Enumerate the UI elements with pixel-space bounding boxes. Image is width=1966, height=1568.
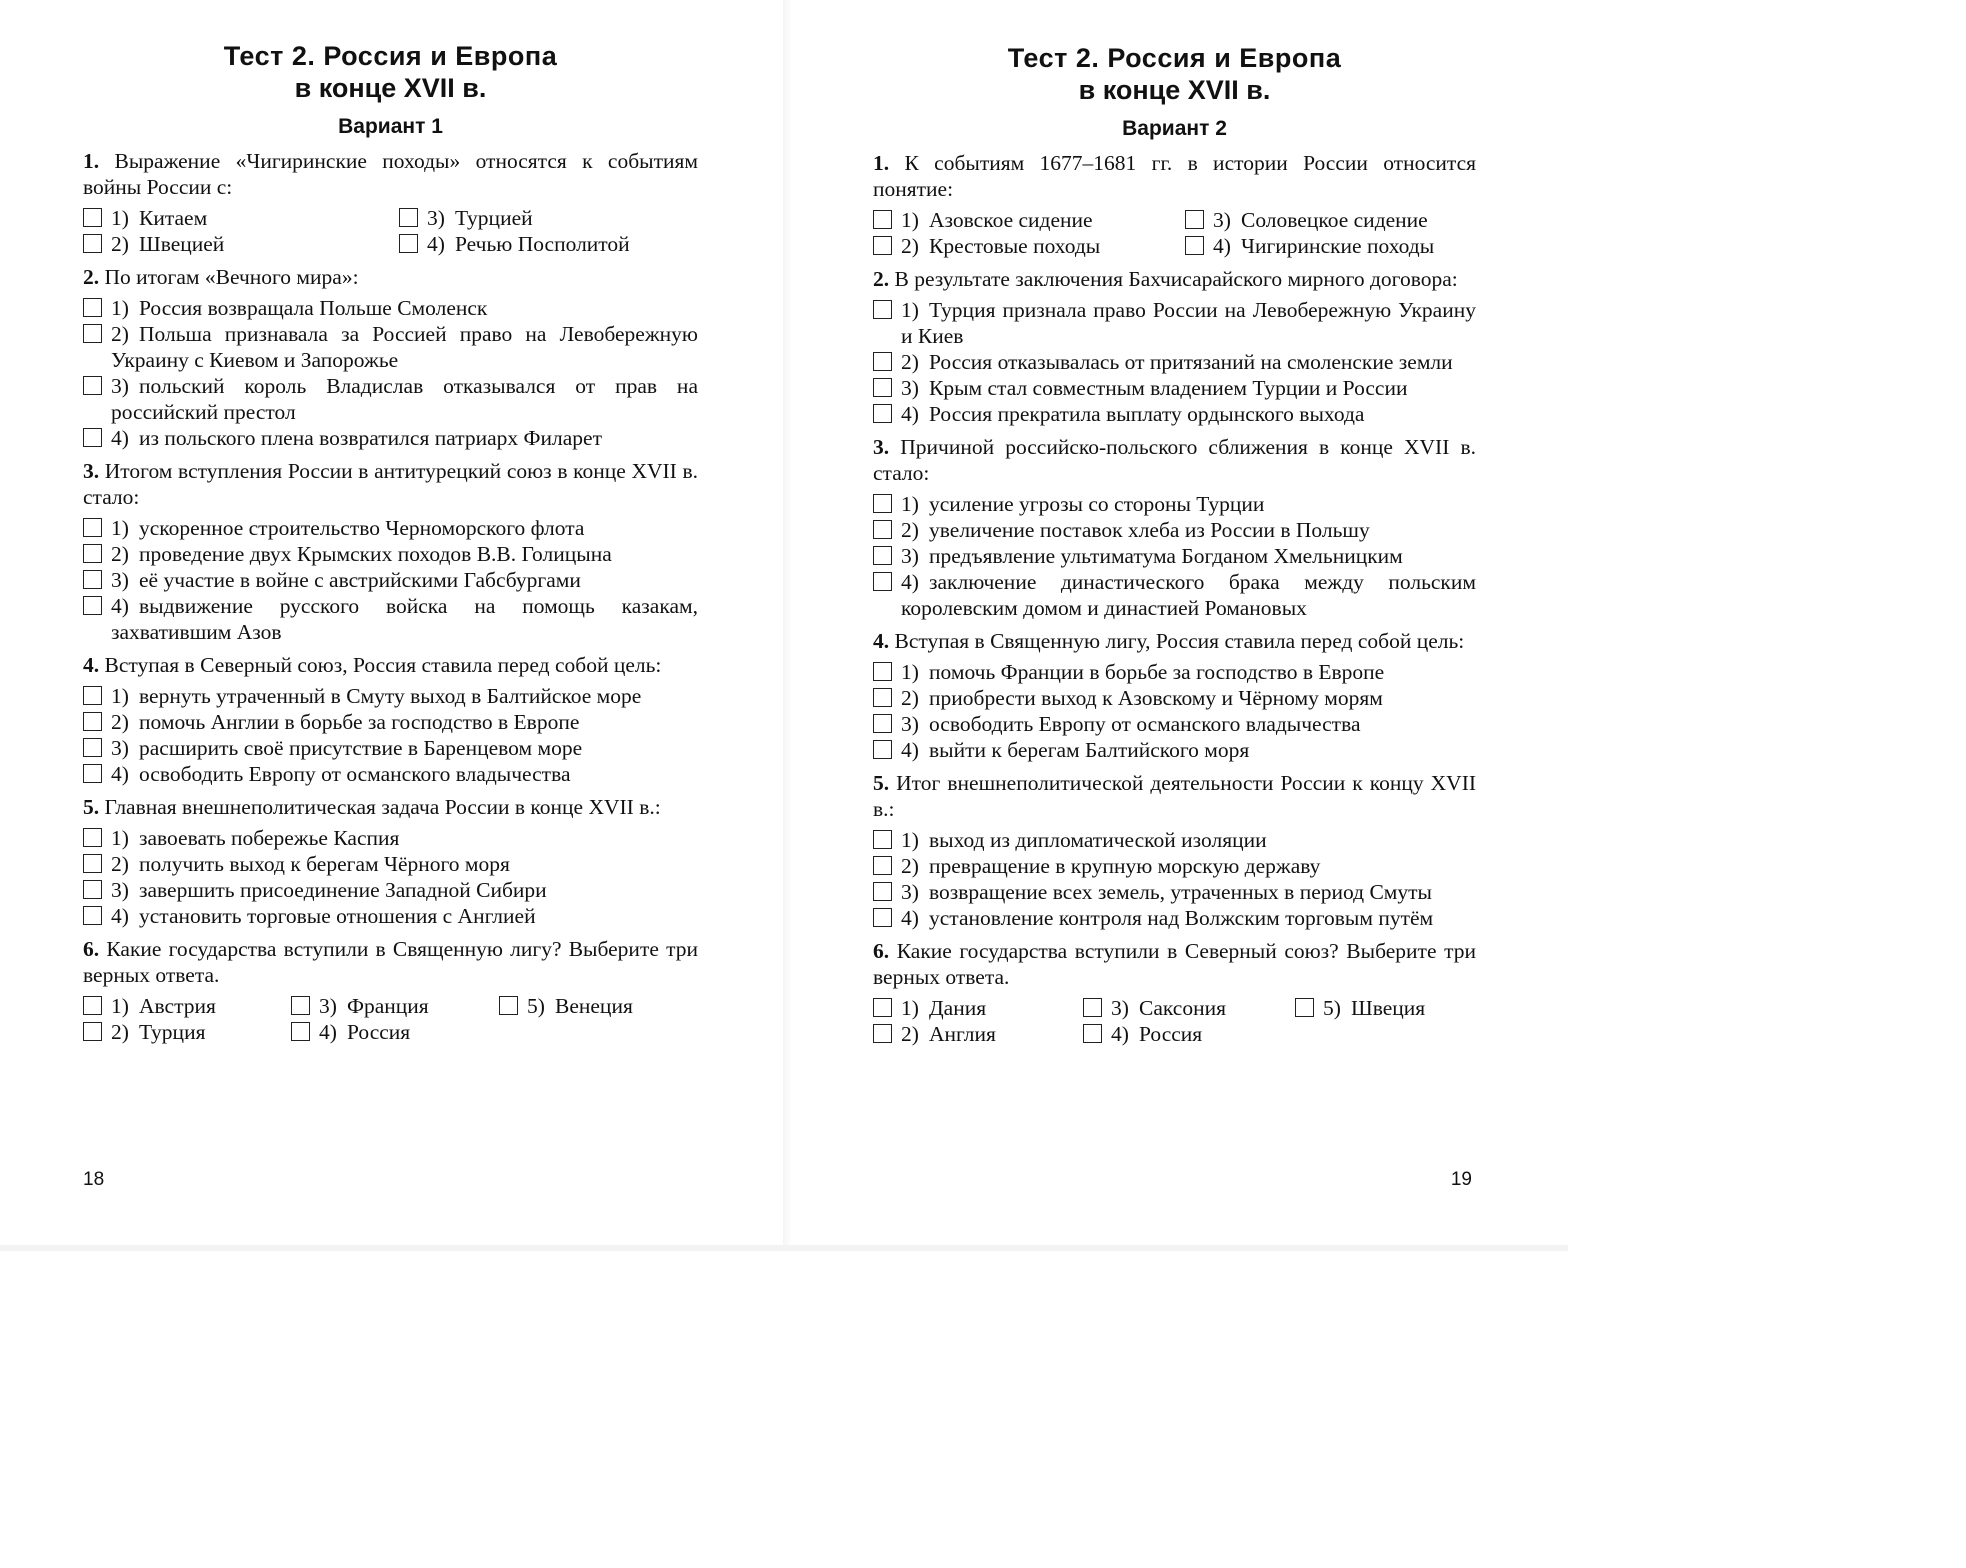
option-5[interactable] bbox=[1295, 995, 1476, 1021]
option-label: Россия bbox=[1139, 1022, 1203, 1046]
option-label: помочь Франции в борьбе за господство в Европе bbox=[929, 660, 1385, 684]
question-body: Итогом вступления России в антитурецкий союз в конце XVII в. стало: bbox=[83, 459, 698, 509]
option-number: 3) bbox=[901, 712, 919, 736]
option-2[interactable] bbox=[83, 231, 399, 257]
answer-checkbox[interactable] bbox=[83, 764, 102, 783]
option-label: Россия отказывалась от притязаний на смоленские земли bbox=[929, 350, 1453, 374]
question-text bbox=[83, 148, 698, 200]
option-2[interactable] bbox=[83, 851, 698, 877]
option-number: 4) bbox=[901, 906, 919, 930]
option-number: 2) bbox=[111, 1020, 129, 1044]
question-text bbox=[83, 936, 698, 988]
answer-checkbox[interactable] bbox=[873, 494, 892, 513]
option-number: 2) bbox=[901, 234, 919, 258]
answer-checkbox[interactable] bbox=[873, 998, 892, 1017]
option-4[interactable] bbox=[1185, 233, 1476, 259]
question-body: Какие государства вступили в Священную лигу? Выберите три верных ответа. bbox=[83, 937, 699, 987]
answer-checkbox[interactable] bbox=[83, 854, 102, 873]
answer-checkbox[interactable] bbox=[83, 880, 102, 899]
option-number: 2) bbox=[111, 322, 129, 346]
option-number: 3) bbox=[111, 568, 129, 592]
option-label: Россия возвращала Польше Смоленск bbox=[139, 296, 488, 320]
option-1[interactable] bbox=[873, 207, 1185, 233]
options-grid bbox=[873, 207, 1476, 259]
options-list bbox=[873, 297, 1476, 427]
answer-checkbox[interactable] bbox=[873, 1024, 892, 1043]
answer-checkbox[interactable] bbox=[873, 236, 892, 255]
option-label: Чигиринские походы bbox=[1241, 234, 1435, 258]
option-label: освободить Европу от османского владычества bbox=[139, 762, 571, 786]
question-body: Причиной российско-польского сближения в конце XVII в. стало: bbox=[873, 435, 1477, 485]
options-list bbox=[83, 295, 698, 451]
option-number: 3) bbox=[111, 374, 129, 398]
answer-checkbox[interactable] bbox=[83, 234, 102, 253]
answer-checkbox[interactable] bbox=[873, 210, 892, 229]
option-label: Речью Посполитой bbox=[455, 232, 630, 256]
answer-checkbox[interactable] bbox=[291, 996, 310, 1015]
question-text bbox=[83, 652, 698, 678]
option-number: 4) bbox=[1111, 1022, 1129, 1046]
answer-checkbox[interactable] bbox=[83, 906, 102, 925]
option-label: установить торговые отношения с Англией bbox=[139, 904, 536, 928]
answer-checkbox[interactable] bbox=[873, 856, 892, 875]
option-1[interactable] bbox=[83, 825, 698, 851]
question-text bbox=[873, 434, 1476, 486]
question-1 bbox=[83, 148, 698, 257]
option-number: 4) bbox=[111, 594, 129, 618]
question-body: Какие государства вступили в Северный союз? Выберите три верных ответа. bbox=[873, 939, 1476, 989]
option-label: предъявление ультиматума Богданом Хмельницким bbox=[929, 544, 1403, 568]
answer-checkbox[interactable] bbox=[873, 520, 892, 539]
option-1[interactable] bbox=[873, 491, 1476, 517]
option-label: Соловецкое сидение bbox=[1241, 208, 1428, 232]
option-1[interactable] bbox=[83, 205, 399, 231]
question-text bbox=[873, 266, 1476, 292]
option-1[interactable] bbox=[873, 827, 1476, 853]
answer-checkbox[interactable] bbox=[873, 300, 892, 319]
option-label: из польского плена возвратился патриарх Филарет bbox=[139, 426, 602, 450]
answer-checkbox[interactable] bbox=[873, 378, 892, 397]
option-label: Дания bbox=[929, 996, 987, 1020]
question-text bbox=[83, 458, 698, 510]
option-number: 2) bbox=[111, 232, 129, 256]
option-number: 3) bbox=[319, 994, 337, 1018]
option-3[interactable] bbox=[873, 543, 1476, 569]
answer-checkbox[interactable] bbox=[83, 996, 102, 1015]
option-2[interactable] bbox=[873, 853, 1476, 879]
option-number: 4) bbox=[901, 738, 919, 762]
question-6 bbox=[83, 936, 698, 1045]
option-4[interactable] bbox=[1083, 1021, 1295, 1047]
question-5 bbox=[873, 770, 1476, 931]
option-number: 2) bbox=[901, 518, 919, 542]
option-4[interactable] bbox=[83, 761, 698, 787]
option-label: выдвижение русского войска на помощь казакам, захватившим Азов bbox=[111, 594, 698, 644]
answer-checkbox[interactable] bbox=[83, 208, 102, 227]
answer-checkbox[interactable] bbox=[873, 572, 892, 591]
option-1[interactable] bbox=[873, 659, 1476, 685]
option-label: выход из дипломатической изоляции bbox=[929, 828, 1267, 852]
option-number: 5) bbox=[527, 994, 545, 1018]
option-number: 1) bbox=[901, 298, 919, 322]
option-number: 1) bbox=[111, 826, 129, 850]
option-3[interactable] bbox=[83, 735, 698, 761]
option-label: завоевать побережье Каспия bbox=[139, 826, 400, 850]
option-label: Турция bbox=[139, 1020, 206, 1044]
option-number: 3) bbox=[1111, 996, 1129, 1020]
option-label: Крестовые походы bbox=[929, 234, 1101, 258]
answer-checkbox[interactable] bbox=[1185, 210, 1204, 229]
option-number: 4) bbox=[901, 570, 919, 594]
option-label: проведение двух Крымских походов В.В. Голицына bbox=[139, 542, 612, 566]
question-number: 4. bbox=[83, 653, 100, 677]
question-3 bbox=[873, 434, 1476, 621]
option-3[interactable] bbox=[83, 373, 698, 425]
option-1[interactable] bbox=[83, 295, 698, 321]
options-list bbox=[83, 515, 698, 645]
test-title-line1: Тест 2. Россия и Европа bbox=[223, 41, 558, 71]
option-2[interactable] bbox=[873, 517, 1476, 543]
answer-checkbox[interactable] bbox=[83, 428, 102, 447]
question-body: К событиям 1677–1681 гг. в истории России относится понятие: bbox=[873, 151, 1477, 201]
option-label: приобрести выход к Азовскому и Чёрному морям bbox=[929, 686, 1383, 710]
test-title bbox=[83, 40, 698, 104]
option-2[interactable] bbox=[873, 685, 1476, 711]
option-number: 4) bbox=[1213, 234, 1231, 258]
question-number: 2. bbox=[873, 267, 890, 291]
option-2[interactable] bbox=[83, 1019, 291, 1045]
option-label: Саксония bbox=[1139, 996, 1226, 1020]
question-1 bbox=[873, 150, 1476, 259]
question-body: По итогам «Вечного мира»: bbox=[104, 265, 359, 289]
option-3[interactable] bbox=[873, 375, 1476, 401]
option-number: 1) bbox=[901, 660, 919, 684]
option-label: Франция bbox=[347, 994, 429, 1018]
test-title-line2: в конце XVII в. bbox=[294, 73, 487, 103]
right-page bbox=[784, 0, 1568, 1251]
question-number: 1. bbox=[83, 149, 100, 173]
answer-checkbox[interactable] bbox=[83, 518, 102, 537]
variant-heading: Вариант 2 bbox=[1122, 117, 1227, 140]
test-title bbox=[873, 42, 1476, 106]
answer-checkbox[interactable] bbox=[83, 738, 102, 757]
option-number: 4) bbox=[111, 762, 129, 786]
option-number: 3) bbox=[901, 544, 919, 568]
question-number: 5. bbox=[83, 795, 100, 819]
option-number: 3) bbox=[111, 736, 129, 760]
option-number: 3) bbox=[901, 880, 919, 904]
question-number: 5. bbox=[873, 771, 890, 795]
option-label: превращение в крупную морскую державу bbox=[929, 854, 1321, 878]
question-number: 6. bbox=[873, 939, 890, 963]
question-body: Главная внешнеполитическая задача России в конце XVII в.: bbox=[104, 795, 661, 819]
option-label: выйти к берегам Балтийского моря bbox=[929, 738, 1250, 762]
option-number: 5) bbox=[1323, 996, 1341, 1020]
option-label: возвращение всех земель, утраченных в период Смуты bbox=[929, 880, 1432, 904]
option-2[interactable] bbox=[873, 349, 1476, 375]
answer-checkbox[interactable] bbox=[83, 596, 102, 615]
answer-checkbox[interactable] bbox=[1083, 1024, 1102, 1043]
answer-checkbox[interactable] bbox=[83, 324, 102, 343]
option-3[interactable] bbox=[83, 877, 698, 903]
question-number: 1. bbox=[873, 151, 890, 175]
option-number: 1) bbox=[901, 996, 919, 1020]
answer-checkbox[interactable] bbox=[399, 208, 418, 227]
option-4[interactable] bbox=[873, 737, 1476, 763]
option-number: 1) bbox=[901, 208, 919, 232]
option-2[interactable] bbox=[83, 541, 698, 567]
option-4[interactable] bbox=[83, 903, 698, 929]
option-label: польский король Владислав отказывался от прав на российский престол bbox=[111, 374, 698, 424]
question-text bbox=[873, 938, 1476, 990]
test-title-line1: Тест 2. Россия и Европа bbox=[1007, 43, 1342, 73]
question-number: 2. bbox=[83, 265, 100, 289]
option-1[interactable] bbox=[873, 297, 1476, 349]
answer-checkbox[interactable] bbox=[83, 1022, 102, 1041]
option-label: Венеция bbox=[555, 994, 633, 1018]
option-number: 1) bbox=[901, 492, 919, 516]
option-label: её участие в войне с австрийскими Габсбургами bbox=[139, 568, 581, 592]
question-text bbox=[83, 264, 698, 290]
options-list bbox=[873, 827, 1476, 931]
question-6 bbox=[873, 938, 1476, 1047]
option-label: увеличение поставок хлеба из России в Польшу bbox=[929, 518, 1370, 542]
option-number: 3) bbox=[1213, 208, 1231, 232]
answer-checkbox[interactable] bbox=[83, 828, 102, 847]
question-body: В результате заключения Бахчисарайского мирного договора: bbox=[894, 267, 1458, 291]
option-number: 4) bbox=[111, 904, 129, 928]
answer-checkbox[interactable] bbox=[873, 546, 892, 565]
option-label: Турцией bbox=[455, 206, 533, 230]
options-list bbox=[873, 491, 1476, 621]
option-number: 1) bbox=[111, 296, 129, 320]
answer-checkbox[interactable] bbox=[873, 908, 892, 927]
question-3 bbox=[83, 458, 698, 645]
option-4[interactable] bbox=[873, 905, 1476, 931]
answer-checkbox[interactable] bbox=[83, 712, 102, 731]
question-4 bbox=[873, 628, 1476, 763]
question-body: Итог внешнеполитической деятельности России к концу XVII в.: bbox=[873, 771, 1477, 821]
answer-checkbox[interactable] bbox=[83, 686, 102, 705]
option-number: 1) bbox=[111, 994, 129, 1018]
answer-checkbox[interactable] bbox=[873, 404, 892, 423]
option-number: 1) bbox=[901, 828, 919, 852]
option-3[interactable] bbox=[291, 993, 499, 1019]
option-number: 3) bbox=[901, 376, 919, 400]
page-number: 18 bbox=[83, 1169, 105, 1190]
option-4[interactable] bbox=[291, 1019, 499, 1045]
option-label: Польша признавала за Россией право на Левобережную Украину с Киевом и Запорожье bbox=[111, 322, 698, 372]
option-3[interactable] bbox=[873, 879, 1476, 905]
question-2 bbox=[873, 266, 1476, 427]
left-page bbox=[0, 0, 784, 1251]
answer-checkbox[interactable] bbox=[873, 662, 892, 681]
answer-checkbox[interactable] bbox=[873, 740, 892, 759]
option-4[interactable] bbox=[873, 401, 1476, 427]
option-number: 2) bbox=[901, 854, 919, 878]
answer-checkbox[interactable] bbox=[499, 996, 518, 1015]
option-label: Швецией bbox=[139, 232, 225, 256]
option-3[interactable] bbox=[399, 205, 698, 231]
option-label: ускоренное строительство Черноморского флота bbox=[139, 516, 585, 540]
question-text bbox=[873, 770, 1476, 822]
option-1[interactable] bbox=[873, 995, 1083, 1021]
option-3[interactable] bbox=[1083, 995, 1295, 1021]
option-label: заключение династического брака между польским королевским домом и династией Романовых bbox=[901, 570, 1476, 620]
option-number: 2) bbox=[111, 542, 129, 566]
answer-checkbox[interactable] bbox=[83, 376, 102, 395]
option-4[interactable] bbox=[873, 569, 1476, 621]
options-list bbox=[873, 659, 1476, 763]
question-text bbox=[873, 150, 1476, 202]
answer-checkbox[interactable] bbox=[873, 352, 892, 371]
option-3[interactable] bbox=[1185, 207, 1476, 233]
option-number: 1) bbox=[111, 516, 129, 540]
answer-checkbox[interactable] bbox=[873, 688, 892, 707]
option-3[interactable] bbox=[83, 567, 698, 593]
option-label: Швеция bbox=[1351, 996, 1426, 1020]
page-number: 19 bbox=[1450, 1169, 1472, 1190]
options-grid bbox=[873, 995, 1476, 1047]
option-4[interactable] bbox=[399, 231, 698, 257]
option-label: Англия bbox=[929, 1022, 996, 1046]
option-1[interactable] bbox=[83, 683, 698, 709]
question-number: 3. bbox=[83, 459, 100, 483]
option-number: 4) bbox=[111, 426, 129, 450]
answer-checkbox[interactable] bbox=[399, 234, 418, 253]
answer-checkbox[interactable] bbox=[83, 544, 102, 563]
answer-checkbox[interactable] bbox=[1295, 998, 1314, 1017]
option-label: Россия прекратила выплату ордынского выхода bbox=[929, 402, 1365, 426]
question-number: 3. bbox=[873, 435, 890, 459]
option-5[interactable] bbox=[499, 993, 698, 1019]
question-number: 4. bbox=[873, 629, 890, 653]
options-grid bbox=[83, 993, 698, 1045]
answer-checkbox[interactable] bbox=[1185, 236, 1204, 255]
option-label: усиление угрозы со стороны Турции bbox=[929, 492, 1265, 516]
option-number: 2) bbox=[111, 852, 129, 876]
option-number: 2) bbox=[901, 1022, 919, 1046]
answer-checkbox[interactable] bbox=[873, 714, 892, 733]
question-body: Вступая в Северный союз, Россия ставила перед собой цель: bbox=[104, 653, 662, 677]
question-number: 6. bbox=[83, 937, 100, 961]
question-2 bbox=[83, 264, 698, 451]
question-5 bbox=[83, 794, 698, 929]
option-4[interactable] bbox=[83, 593, 698, 645]
answer-checkbox[interactable] bbox=[873, 882, 892, 901]
answer-checkbox[interactable] bbox=[1083, 998, 1102, 1017]
option-number: 1) bbox=[111, 684, 129, 708]
option-number: 3) bbox=[111, 878, 129, 902]
option-label: Россия bbox=[347, 1020, 411, 1044]
option-label: Австрия bbox=[139, 994, 216, 1018]
option-1[interactable] bbox=[83, 515, 698, 541]
option-label: вернуть утраченный в Смуту выход в Балтийское море bbox=[139, 684, 642, 708]
option-number: 2) bbox=[901, 350, 919, 374]
option-label: завершить присоединение Западной Сибири bbox=[139, 878, 547, 902]
question-text bbox=[873, 628, 1476, 654]
option-2[interactable] bbox=[873, 233, 1185, 259]
option-number: 4) bbox=[319, 1020, 337, 1044]
option-label: установление контроля над Волжским торговым путём bbox=[929, 906, 1434, 930]
answer-checkbox[interactable] bbox=[83, 298, 102, 317]
option-number: 4) bbox=[427, 232, 445, 256]
options-grid bbox=[83, 205, 698, 257]
option-number: 4) bbox=[901, 402, 919, 426]
option-number: 2) bbox=[111, 710, 129, 734]
option-3[interactable] bbox=[873, 711, 1476, 737]
option-label: помочь Англии в борьбе за господство в Европе bbox=[139, 710, 580, 734]
option-4[interactable] bbox=[83, 425, 698, 451]
question-body: Вступая в Священную лигу, Россия ставила перед собой цель: bbox=[894, 629, 1465, 653]
option-label: Азовское сидение bbox=[929, 208, 1093, 232]
option-label: расширить своё присутствие в Баренцевом море bbox=[139, 736, 583, 760]
option-label: получить выход к берегам Чёрного моря bbox=[139, 852, 510, 876]
option-label: Китаем bbox=[139, 206, 208, 230]
answer-checkbox[interactable] bbox=[873, 830, 892, 849]
option-2[interactable] bbox=[873, 1021, 1083, 1047]
test-title-line2: в конце XVII в. bbox=[1078, 75, 1271, 105]
option-number: 1) bbox=[111, 206, 129, 230]
options-list bbox=[83, 825, 698, 929]
answer-checkbox[interactable] bbox=[291, 1022, 310, 1041]
option-2[interactable] bbox=[83, 321, 698, 373]
option-number: 3) bbox=[427, 206, 445, 230]
option-label: Турция признала право России на Левобережную Украину и Киев bbox=[901, 298, 1476, 348]
option-2[interactable] bbox=[83, 709, 698, 735]
question-text bbox=[83, 794, 698, 820]
answer-checkbox[interactable] bbox=[83, 570, 102, 589]
option-number: 2) bbox=[901, 686, 919, 710]
question-body: Выражение «Чигиринские походы» относятся к событиям войны России с: bbox=[83, 149, 698, 199]
options-list bbox=[83, 683, 698, 787]
question-4 bbox=[83, 652, 698, 787]
option-label: Крым стал совместным владением Турции и России bbox=[929, 376, 1408, 400]
option-label: освободить Европу от османского владычества bbox=[929, 712, 1361, 736]
option-1[interactable] bbox=[83, 993, 291, 1019]
variant-heading: Вариант 1 bbox=[338, 115, 443, 138]
